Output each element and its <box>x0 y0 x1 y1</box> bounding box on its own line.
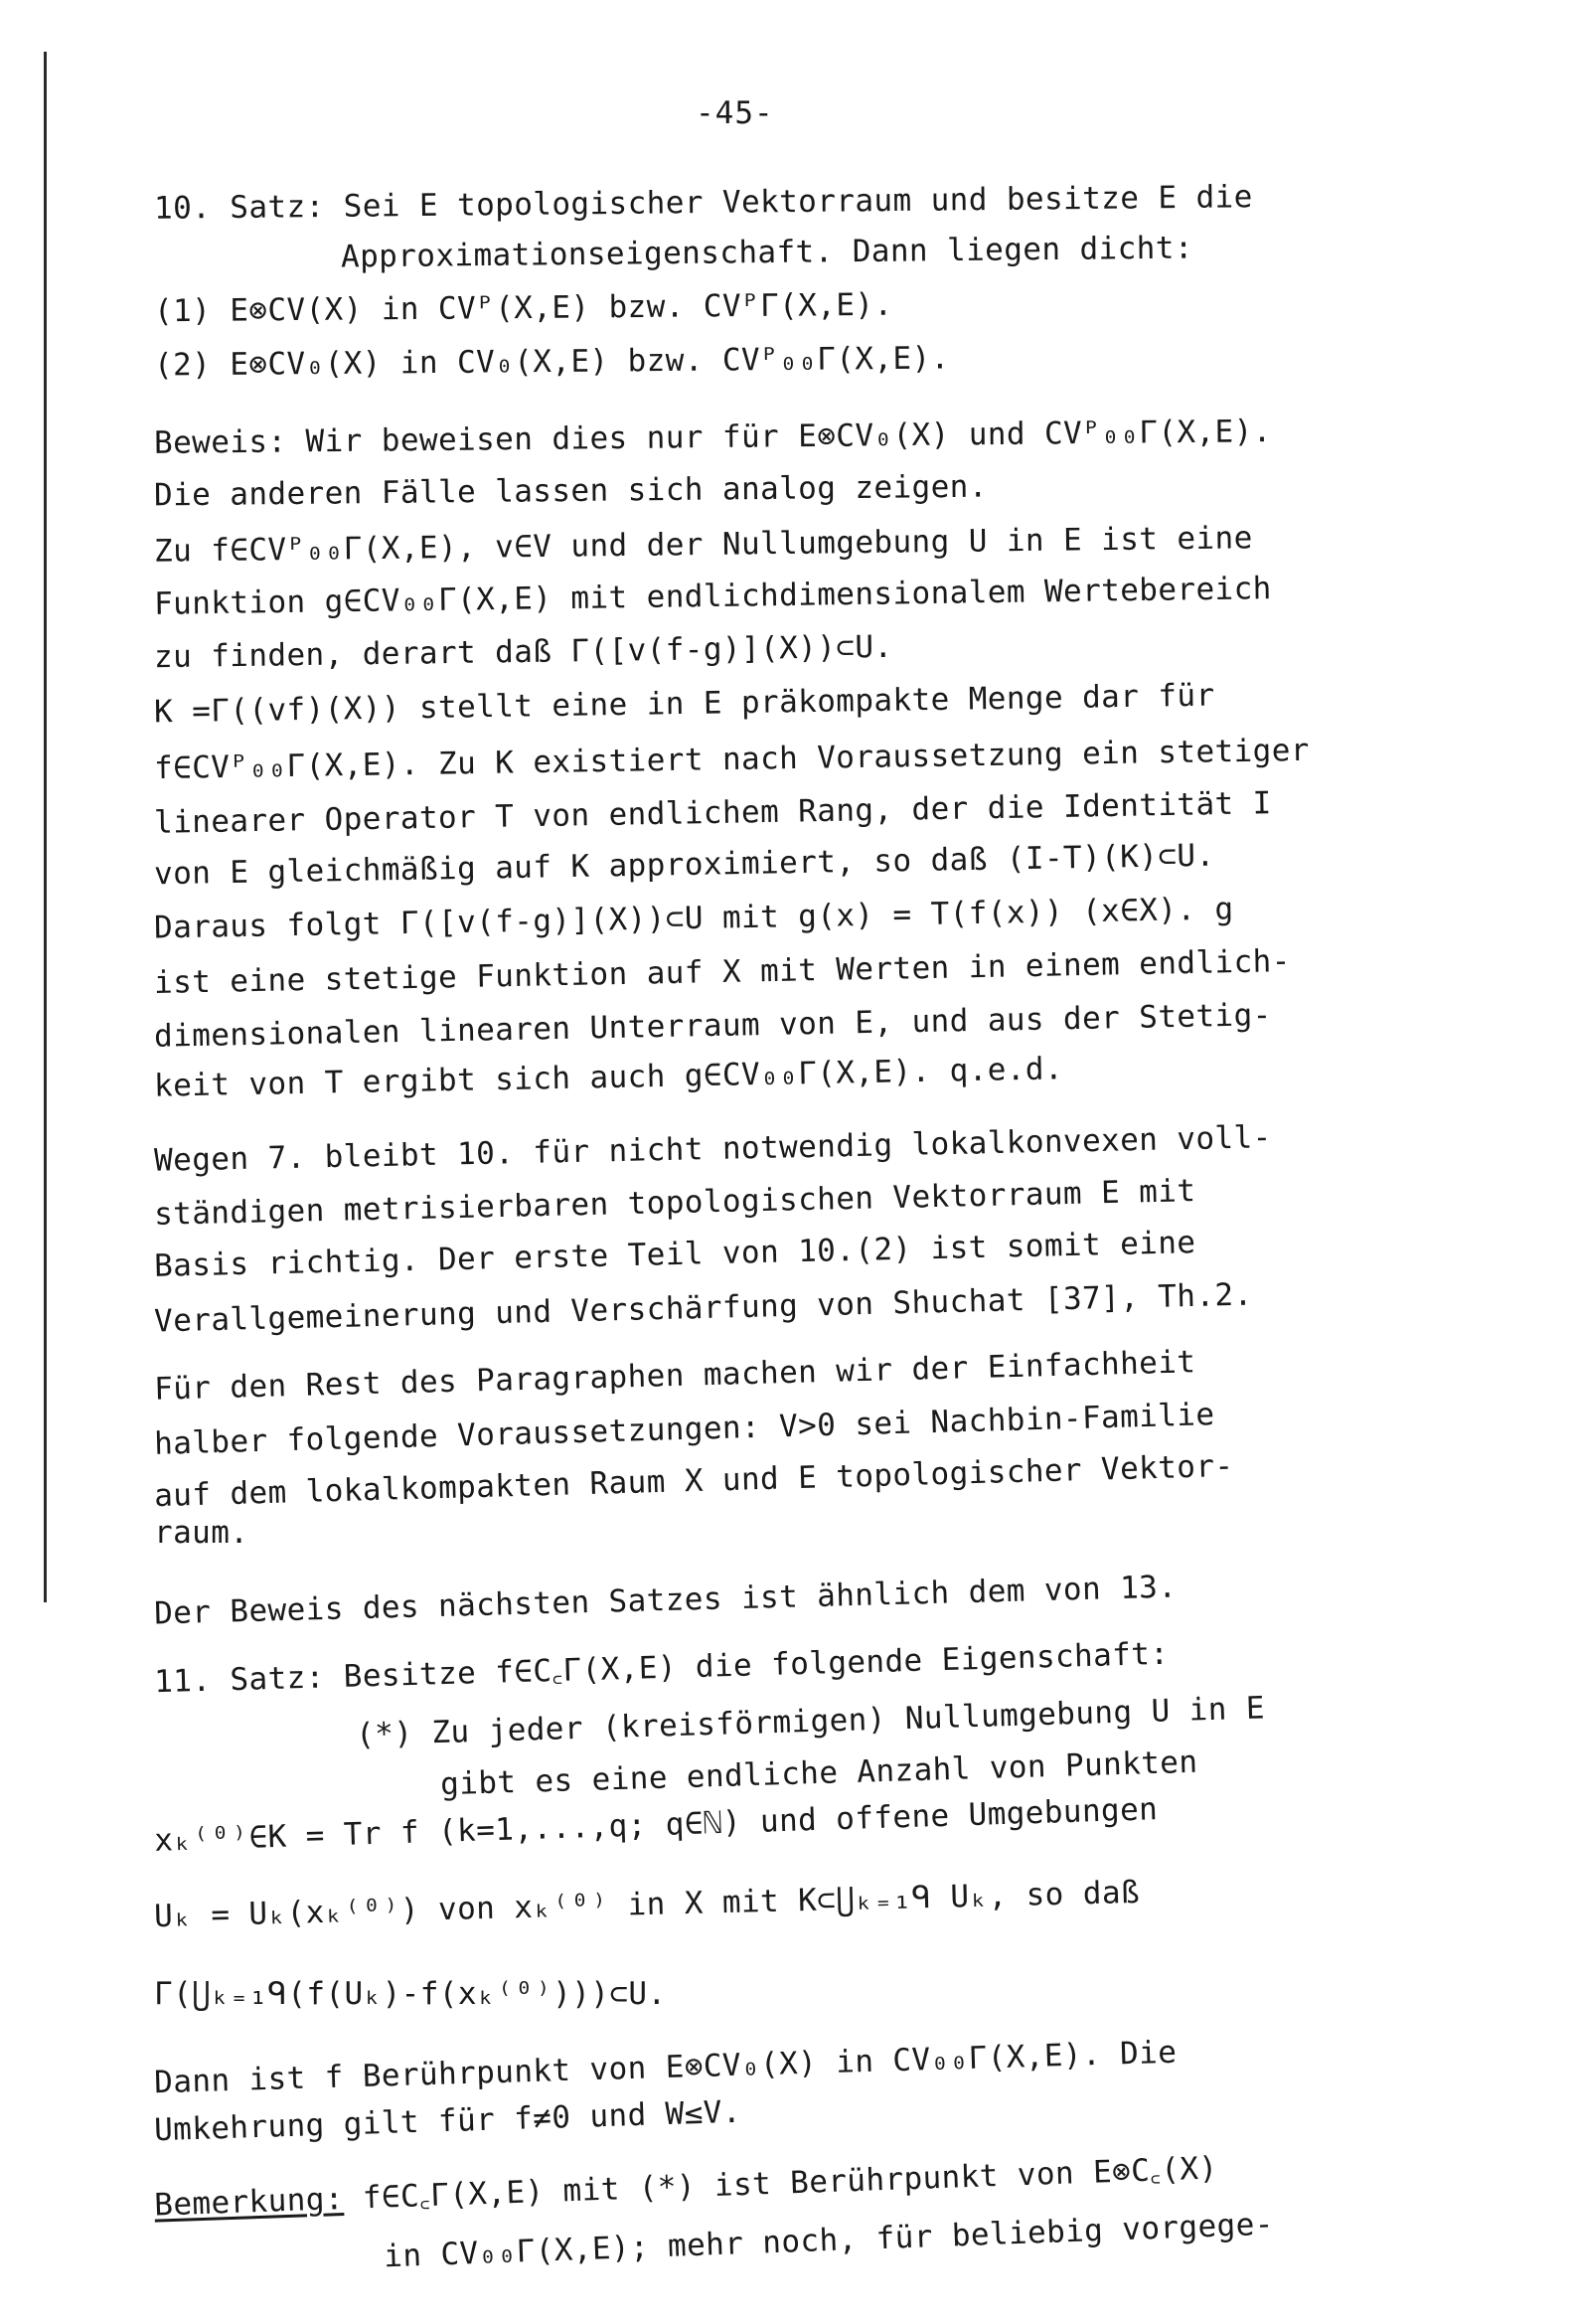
beweis-next-line: Der Beweis des nächsten Satzes ist ähnlich dem von 13. <box>153 1569 1178 1632</box>
beweis-line-9: von E gleichmäßig auf K approximiert, so daß (I-T)(K)⊂U. <box>153 837 1215 893</box>
satz-10-line-2: Approximationseigenschaft. Dann liegen dicht: <box>340 230 1194 275</box>
satz-11-line-5: Uₖ = Uₖ(xₖ⁽⁰⁾) von xₖ⁽⁰⁾ in X mit K⊂⋃ₖ₌₁ᑫ Uₖ, so daß <box>153 1874 1141 1935</box>
beweis-line-13: keit von T ergibt sich auch g∈CV₀₀Γ(X,E). q.e.d. <box>153 1051 1064 1104</box>
rest-line-3: auf dem lokalkompakten Raum X und E topologischer Vektor- <box>153 1447 1234 1515</box>
satz-11-line-2: (*) Zu jeder (kreisförmigen) Nullumgebung U in E <box>355 1690 1266 1753</box>
beweis-line-10: Daraus folgt Γ([v(f-g)](X))⊂U mit g(x) = T(f(x)) (x∈X). g <box>153 891 1234 946</box>
wegen-line-2: ständigen metrisierbaren topologischen Vektorraum E mit <box>153 1173 1196 1233</box>
satz-11-line-4: xₖ⁽⁰⁾∈K = Tr f (k=1,...,q; q∈ℕ) und offene Umgebungen <box>153 1791 1159 1859</box>
satz-11-line-1-text: Besitze f∈C꜀Γ(X,E) die folgende Eigenschaft: <box>324 1635 1170 1696</box>
satz-11-line-6: Γ(⋃ₖ₌₁ᑫ(f(Uₖ)-f(xₖ⁽⁰⁾)))⊂U. <box>154 1976 667 2012</box>
rest-line-1: Für den Rest des Paragraphen machen wir der Einfachheit <box>153 1344 1196 1408</box>
bemerkung-label: Bemerkung: <box>153 2181 345 2224</box>
satz-11-label: 11. Satz: <box>153 1659 326 1701</box>
satz-10-item-2: (2) E⊗CV₀(X) in CV₀(X,E) bzw. CVᴾ₀₀Γ(X,E). <box>153 340 950 384</box>
rest-line-4: raum. <box>154 1515 249 1551</box>
beweis-line-6: K =Γ((vf)(X)) stellt eine in E präkompakte Menge dar für <box>153 677 1215 731</box>
satz-10-line-1-text: Sei E topologischer Vektorraum und besitze E die <box>324 179 1253 225</box>
satz-11-line-8: Umkehrung gilt für f≠0 und W≤V. <box>153 2093 742 2149</box>
beweis-line-11: ist eine stetige Funktion auf X mit Werten in einem endlich- <box>153 943 1292 1001</box>
beweis-line-3: Zu f∈CVᴾ₀₀Γ(X,E), v∈V und der Nullumgebung U in E ist eine <box>153 520 1253 570</box>
beweis-line-8: linearer Operator T von endlichem Rang, der die Identität I <box>153 785 1272 841</box>
satz-11-line-7: Dann ist f Berührpunkt von E⊗CV₀(X) in CV₀₀Γ(X,E). Die <box>153 2034 1178 2101</box>
beweis-line-12: dimensionalen linearen Unterraum von E, und aus der Stetig- <box>153 997 1273 1055</box>
bemerkung-line-2: in CV₀₀Γ(X,E); mehr noch, für beliebig vorgege- <box>383 2206 1275 2275</box>
beweis-line-7: f∈CVᴾ₀₀Γ(X,E). Zu K existiert nach Voraussetzung ein stetiger <box>153 732 1311 787</box>
wegen-line-1: Wegen 7. bleibt 10. für nicht notwendig lokalkonvexen voll- <box>153 1119 1273 1179</box>
beweis-line-5: zu finden, derart daß Γ([v(f-g)](X))⊂U. <box>153 628 893 676</box>
satz-10-line-1 <box>154 177 1253 229</box>
beweis-line-4: Funktion g∈CV₀₀Γ(X,E) mit endlichdimensionalem Wertebereich <box>153 571 1272 622</box>
satz-11-line-1 <box>154 1634 1170 1703</box>
bemerkung-line-1-text: f∈C꜀Γ(X,E) mit (*) ist Berührpunkt von E⊗C꜀(X) <box>343 2150 1219 2218</box>
beweis-line-1: Beweis: Wir beweisen dies nur für E⊗CV₀(X) und CVᴾ₀₀Γ(X,E). <box>153 414 1272 461</box>
satz-10-item-1: (1) E⊗CV(X) in CVᴾ(X,E) bzw. CVᴾΓ(X,E). <box>153 286 893 330</box>
margin-rule <box>44 52 47 1602</box>
satz-11-line-3: gibt es eine endliche Anzahl von Punkten <box>439 1743 1198 1803</box>
satz-10-label: 10. Satz: <box>153 188 325 227</box>
rest-line-2: halber folgende Voraussetzungen: V>0 sei Nachbin-Familie <box>153 1397 1215 1462</box>
wegen-line-3: Basis richtig. Der erste Teil von 10.(2) ist somit eine <box>153 1225 1196 1284</box>
wegen-line-4: Verallgemeinerung und Verschärfung von Shuchat [37], Th.2. <box>153 1276 1253 1340</box>
page-number: -45- <box>696 95 774 131</box>
beweis-line-2: Die anderen Fälle lassen sich analog zeigen. <box>153 468 988 514</box>
